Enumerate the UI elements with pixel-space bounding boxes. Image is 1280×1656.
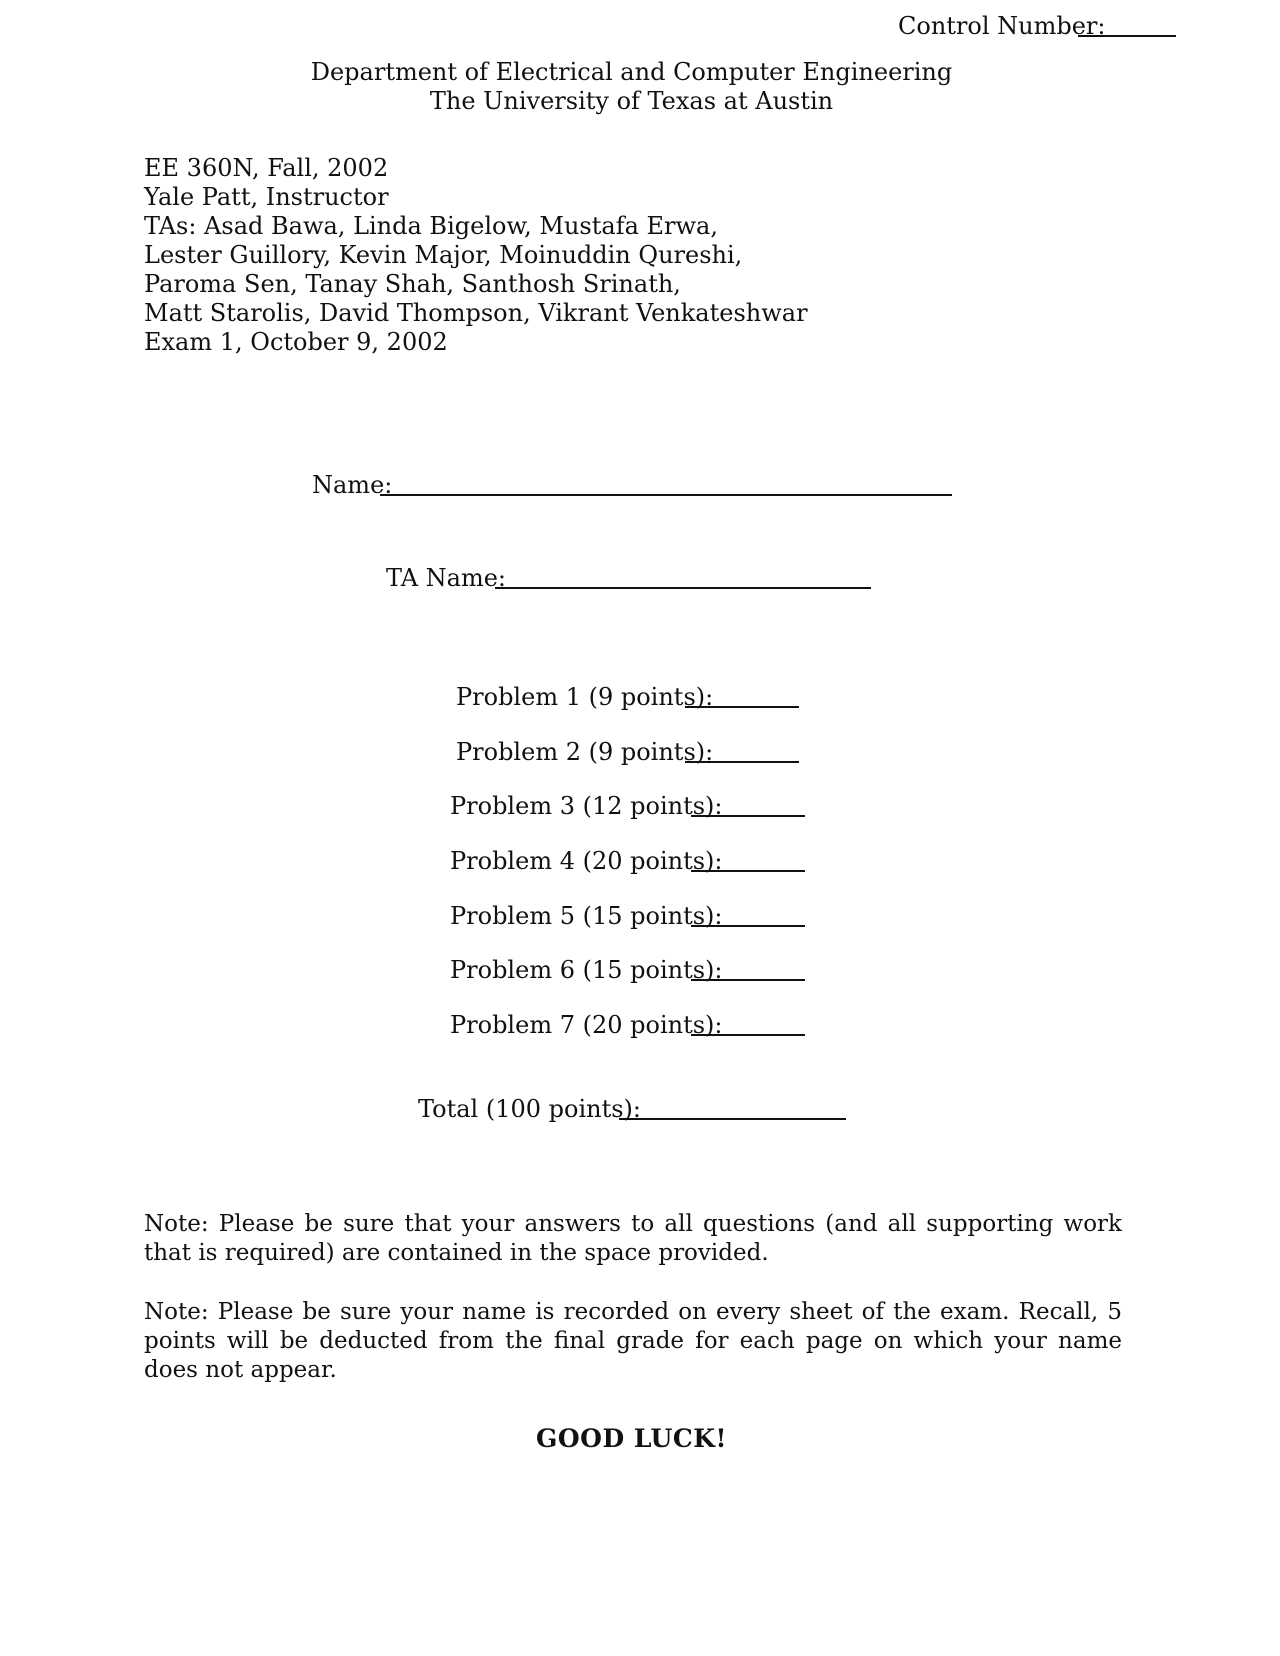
problem-4-label: Problem 4 (20 points): (450, 847, 723, 875)
ta-name-blank[interactable] (495, 587, 871, 589)
course-info-line: Exam 1, October 9, 2002 (144, 328, 448, 356)
problem-3-label: Problem 3 (12 points): (450, 792, 723, 820)
control-number-blank[interactable] (1078, 35, 1176, 37)
department-heading: Department of Electrical and Computer Engineering (310, 58, 953, 86)
problem-5-score-blank[interactable] (691, 925, 805, 927)
course-info-line: Paroma Sen, Tanay Shah, Santhosh Srinath, (144, 270, 681, 298)
course-info-line: Yale Patt, Instructor (144, 183, 389, 211)
control-number-label: Control Number: (898, 12, 1106, 40)
course-info-line: EE 360N, Fall, 2002 (144, 154, 389, 182)
name-label: Name: (312, 471, 393, 499)
problem-4-score-blank[interactable] (691, 870, 805, 872)
ta-name-label: TA Name: (386, 564, 507, 592)
course-info (144, 154, 808, 357)
problem-7-label: Problem 7 (20 points): (450, 1011, 723, 1039)
university-heading: The University of Texas at Austin (429, 87, 834, 115)
problem-5-label: Problem 5 (15 points): (450, 902, 723, 930)
good-luck-heading: GOOD LUCK! (536, 1424, 727, 1453)
problem-1-score-blank[interactable] (685, 706, 799, 708)
total-label: Total (100 points): (418, 1095, 642, 1123)
total-score-blank[interactable] (619, 1118, 846, 1120)
problem-7-score-blank[interactable] (691, 1034, 805, 1036)
problem-6-label: Problem 6 (15 points): (450, 956, 723, 984)
note-answers: Note: Please be sure that your answers to all questions (and all supporting work that is required) are contained in the space provided. (144, 1211, 1122, 1266)
problem-3-score-blank[interactable] (691, 815, 805, 817)
problem-2-score-blank[interactable] (685, 761, 799, 763)
course-info-line: TAs: Asad Bawa, Linda Bigelow, Mustafa Erwa, (144, 212, 718, 240)
problem-6-score-blank[interactable] (691, 979, 805, 981)
course-info-line: Lester Guillory, Kevin Major, Moinuddin Qureshi, (144, 241, 743, 269)
note-name-every-sheet: Note: Please be sure your name is recorded on every sheet of the exam. Recall, 5 points will be deducted from the final grade for each page on which your name does not appear. (144, 1299, 1122, 1383)
course-info-line: Matt Starolis, David Thompson, Vikrant Venkateshwar (144, 299, 808, 327)
name-blank[interactable] (380, 494, 952, 496)
problem-1-label: Problem 1 (9 points): (456, 683, 714, 711)
problem-2-label: Problem 2 (9 points): (456, 738, 714, 766)
